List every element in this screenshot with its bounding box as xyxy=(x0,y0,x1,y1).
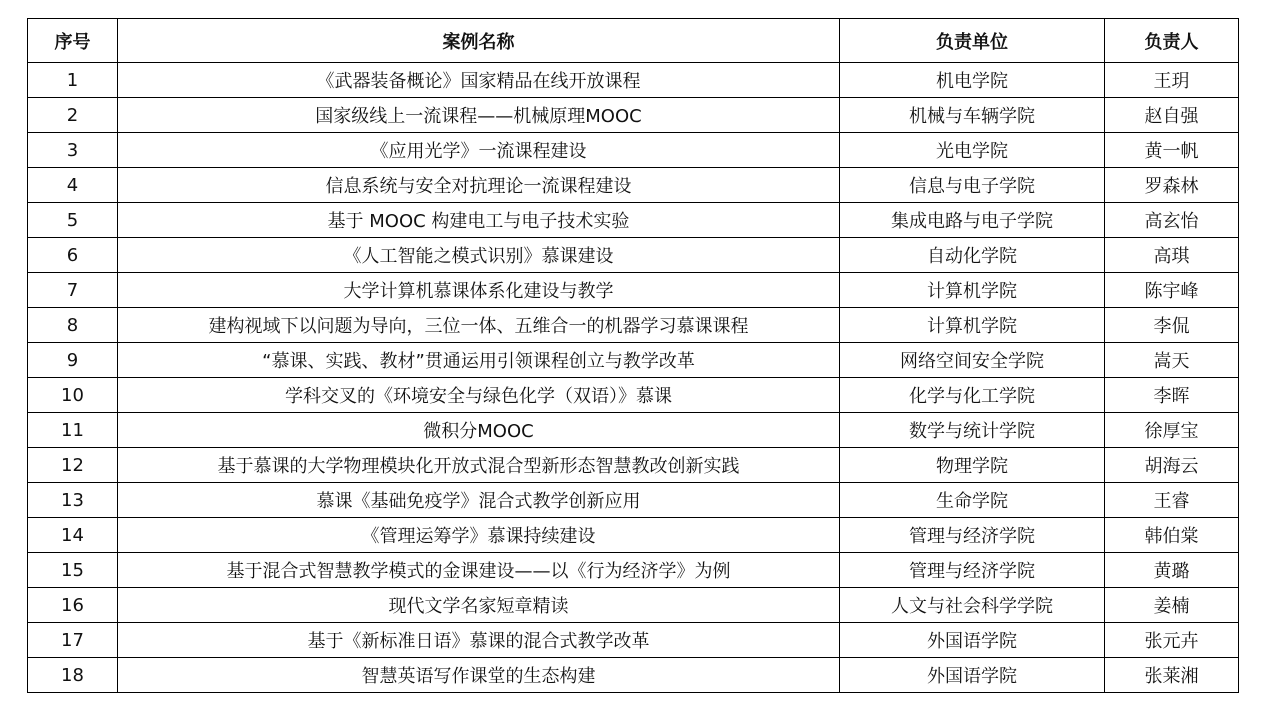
table-row xyxy=(28,343,1239,378)
cell-responsible-person: 王玥 xyxy=(1105,63,1239,98)
cell-responsible-unit: 自动化学院 xyxy=(840,238,1105,273)
cell-responsible-person: 陈宇峰 xyxy=(1105,273,1239,308)
cell-case-name: 基于混合式智慧教学模式的金课建设——以《行为经济学》为例 xyxy=(118,553,840,588)
cell-responsible-person: 嵩天 xyxy=(1105,343,1239,378)
cell-responsible-unit: 化学与化工学院 xyxy=(840,378,1105,413)
table-row xyxy=(28,238,1239,273)
cell-responsible-unit: 计算机学院 xyxy=(840,273,1105,308)
cell-serial-number: 8 xyxy=(28,308,118,343)
cell-case-name: 国家级线上一流课程——机械原理MOOC xyxy=(118,98,840,133)
cell-responsible-person: 姜楠 xyxy=(1105,588,1239,623)
header-responsible-unit: 负责单位 xyxy=(840,19,1105,63)
table-row xyxy=(28,623,1239,658)
cell-responsible-unit: 外国语学院 xyxy=(840,623,1105,658)
cell-responsible-unit: 集成电路与电子学院 xyxy=(840,203,1105,238)
cell-responsible-person: 黄一帆 xyxy=(1105,133,1239,168)
cell-responsible-unit: 数学与统计学院 xyxy=(840,413,1105,448)
cell-case-name: “慕课、实践、教材”贯通运用引领课程创立与教学改革 xyxy=(118,343,840,378)
table-row xyxy=(28,483,1239,518)
cell-responsible-person: 黄璐 xyxy=(1105,553,1239,588)
cell-serial-number: 17 xyxy=(28,623,118,658)
table-row xyxy=(28,588,1239,623)
table-row xyxy=(28,308,1239,343)
table-row xyxy=(28,98,1239,133)
cell-serial-number: 13 xyxy=(28,483,118,518)
cell-case-name: 慕课《基础免疫学》混合式教学创新应用 xyxy=(118,483,840,518)
cell-serial-number: 5 xyxy=(28,203,118,238)
header-case-name: 案例名称 xyxy=(118,19,840,63)
cell-case-name: 《武器装备概论》国家精品在线开放课程 xyxy=(118,63,840,98)
cell-case-name: 《应用光学》一流课程建设 xyxy=(118,133,840,168)
cell-responsible-person: 胡海云 xyxy=(1105,448,1239,483)
cell-case-name: 《管理运筹学》慕课持续建设 xyxy=(118,518,840,553)
cell-responsible-person: 张莱湘 xyxy=(1105,658,1239,693)
cell-case-name: 微积分MOOC xyxy=(118,413,840,448)
table-row xyxy=(28,658,1239,693)
cell-responsible-unit: 人文与社会科学学院 xyxy=(840,588,1105,623)
cell-responsible-person: 李侃 xyxy=(1105,308,1239,343)
cell-case-name: 基于 MOOC 构建电工与电子技术实验 xyxy=(118,203,840,238)
table-row xyxy=(28,448,1239,483)
cell-serial-number: 15 xyxy=(28,553,118,588)
cell-case-name: 学科交叉的《环境安全与绿色化学（双语）》慕课 xyxy=(118,378,840,413)
cell-serial-number: 11 xyxy=(28,413,118,448)
cell-case-name: 信息系统与安全对抗理论一流课程建设 xyxy=(118,168,840,203)
cell-serial-number: 3 xyxy=(28,133,118,168)
table-row xyxy=(28,63,1239,98)
cell-responsible-person: 高琪 xyxy=(1105,238,1239,273)
cell-case-name: 大学计算机慕课体系化建设与教学 xyxy=(118,273,840,308)
cell-serial-number: 4 xyxy=(28,168,118,203)
case-table xyxy=(27,18,1239,693)
cell-responsible-unit: 机电学院 xyxy=(840,63,1105,98)
cell-serial-number: 12 xyxy=(28,448,118,483)
table-header-row xyxy=(28,19,1239,63)
table-row xyxy=(28,378,1239,413)
cell-responsible-person: 高玄怡 xyxy=(1105,203,1239,238)
cell-serial-number: 7 xyxy=(28,273,118,308)
cell-responsible-unit: 外国语学院 xyxy=(840,658,1105,693)
table-row xyxy=(28,553,1239,588)
table-row xyxy=(28,413,1239,448)
cell-serial-number: 6 xyxy=(28,238,118,273)
cell-responsible-person: 赵自强 xyxy=(1105,98,1239,133)
cell-responsible-unit: 管理与经济学院 xyxy=(840,553,1105,588)
cell-serial-number: 1 xyxy=(28,63,118,98)
cell-responsible-unit: 网络空间安全学院 xyxy=(840,343,1105,378)
table-row xyxy=(28,133,1239,168)
table-row xyxy=(28,203,1239,238)
cell-responsible-unit: 信息与电子学院 xyxy=(840,168,1105,203)
cell-case-name: 基于慕课的大学物理模块化开放式混合型新形态智慧教改创新实践 xyxy=(118,448,840,483)
table-row xyxy=(28,273,1239,308)
cell-responsible-person: 王睿 xyxy=(1105,483,1239,518)
header-responsible-person: 负责人 xyxy=(1105,19,1239,63)
cell-responsible-unit: 生命学院 xyxy=(840,483,1105,518)
table-row xyxy=(28,168,1239,203)
cell-serial-number: 16 xyxy=(28,588,118,623)
cell-responsible-unit: 计算机学院 xyxy=(840,308,1105,343)
cell-case-name: 建构视域下以问题为导向，三位一体、五维合一的机器学习慕课课程 xyxy=(118,308,840,343)
cell-serial-number: 18 xyxy=(28,658,118,693)
cell-responsible-unit: 机械与车辆学院 xyxy=(840,98,1105,133)
cell-responsible-person: 罗森林 xyxy=(1105,168,1239,203)
header-serial-number: 序号 xyxy=(28,19,118,63)
cell-case-name: 智慧英语写作课堂的生态构建 xyxy=(118,658,840,693)
cell-case-name: 《人工智能之模式识别》慕课建设 xyxy=(118,238,840,273)
table-row xyxy=(28,518,1239,553)
cell-case-name: 基于《新标准日语》慕课的混合式教学改革 xyxy=(118,623,840,658)
cell-case-name: 现代文学名家短章精读 xyxy=(118,588,840,623)
cell-responsible-unit: 物理学院 xyxy=(840,448,1105,483)
cell-responsible-person: 李晖 xyxy=(1105,378,1239,413)
cell-serial-number: 9 xyxy=(28,343,118,378)
cell-responsible-person: 张元卉 xyxy=(1105,623,1239,658)
cell-responsible-unit: 光电学院 xyxy=(840,133,1105,168)
cell-responsible-person: 韩伯棠 xyxy=(1105,518,1239,553)
cell-serial-number: 2 xyxy=(28,98,118,133)
cell-serial-number: 10 xyxy=(28,378,118,413)
cell-responsible-person: 徐厚宝 xyxy=(1105,413,1239,448)
cell-serial-number: 14 xyxy=(28,518,118,553)
cell-responsible-unit: 管理与经济学院 xyxy=(840,518,1105,553)
